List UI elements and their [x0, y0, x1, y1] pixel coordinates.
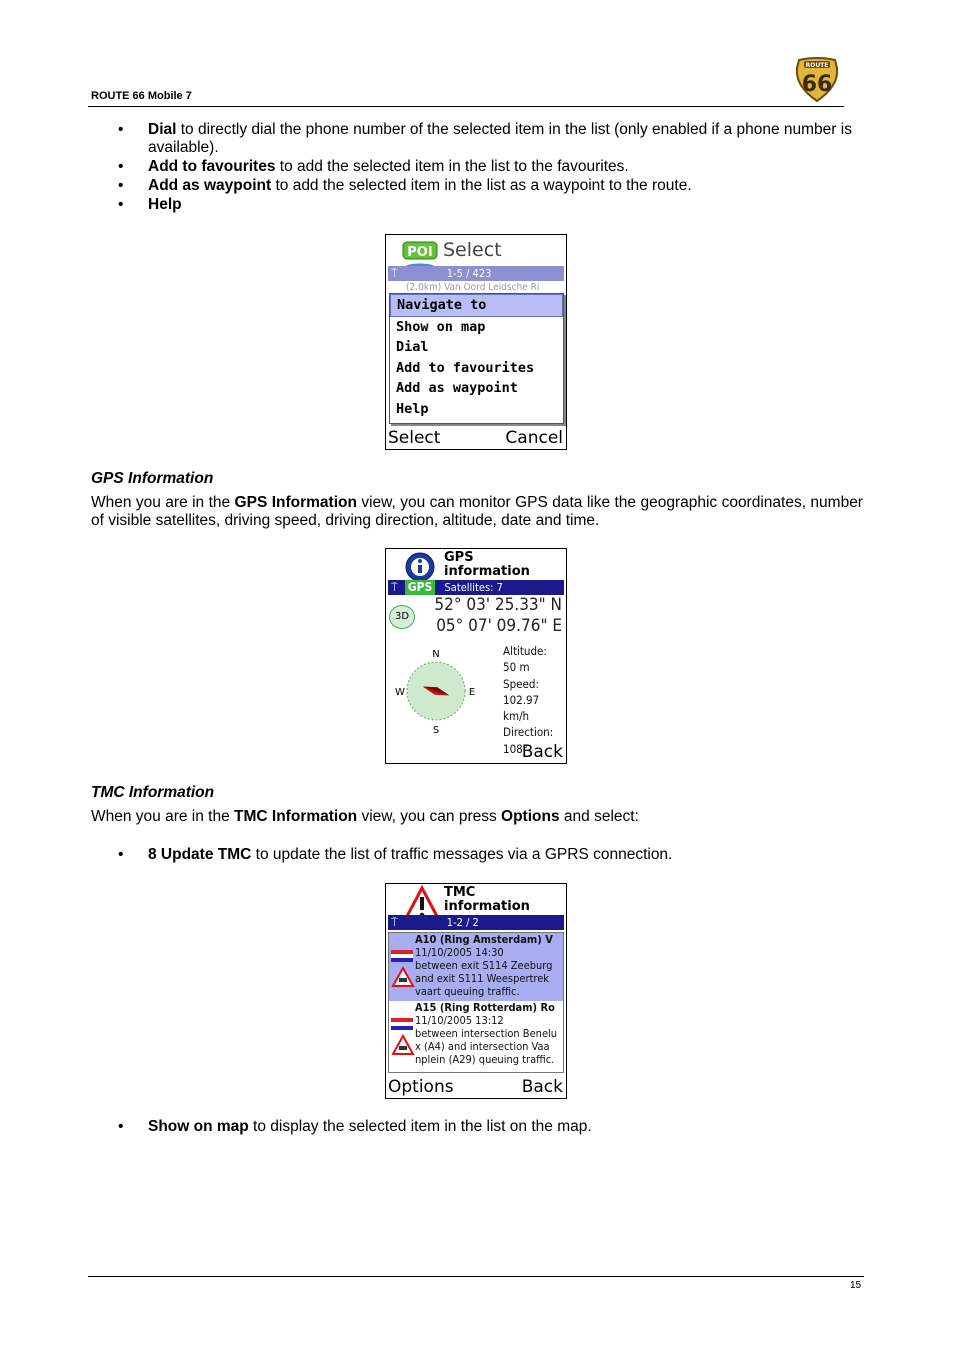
svg-text:E: E: [468, 687, 476, 698]
status-bar: [388, 580, 564, 595]
screen-title: Select: [443, 239, 502, 261]
screen-title-line1: GPS: [444, 550, 474, 565]
message-line: between exit S114 Zeeburg: [415, 959, 553, 972]
list-item: • Help: [91, 196, 863, 214]
speed-label: Speed:: [503, 676, 539, 691]
options-softkey[interactable]: Options: [388, 1077, 454, 1097]
altitude-value: 50 m: [503, 660, 530, 675]
status-bar: [388, 266, 564, 281]
result-counter: 1-5 / 423: [446, 267, 492, 280]
menu-item-navigate-to[interactable]: Navigate to: [390, 294, 563, 317]
menu-item-add-as-waypoint[interactable]: Add as waypoint: [396, 380, 518, 397]
screen-title-line2: information: [444, 564, 530, 579]
message-line: vaart queuing traffic.: [415, 985, 520, 998]
tmc-options-list: [91, 846, 863, 865]
message-line: and exit S111 Weespertrek: [415, 972, 550, 985]
gps-badge: GPS: [405, 580, 436, 595]
dutch-flag-icon: [391, 1018, 413, 1030]
road-name: A10 (Ring Amsterdam) V: [415, 933, 553, 946]
tmc-section-paragraph: When you are in the TMC Information view, you can press Options and select:: [91, 808, 639, 825]
traffic-jam-icon: [392, 967, 414, 987]
svg-text:S: S: [432, 725, 440, 736]
gps-section-paragraph: When you are in the GPS Information view, you can monitor GPS data like the geographic coordinates, number of visible satellites, driving speed, driving direction, altitude, date and time.: [91, 494, 863, 529]
direction-value: 108°: [503, 741, 528, 756]
svg-text:POI: POI: [407, 245, 433, 260]
direction-label: Direction:: [503, 725, 554, 740]
options-list: [91, 121, 863, 215]
fix-3d-badge: 3D: [389, 605, 415, 629]
poi-select-screenshot: [385, 234, 567, 450]
tmc-item-selected[interactable]: [389, 933, 563, 1001]
list-item: • Add to favourites to add the selected item in the list to the favourites.: [91, 158, 863, 176]
signal-icon: ⍑: [391, 916, 398, 929]
list-item: • Dial to directly dial the phone number of the selected item in the list (only enabled if a phone number is available).: [91, 121, 863, 157]
tmc-section-heading: TMC Information: [91, 784, 215, 801]
menu-item-add-to-favourites[interactable]: Add to favourites: [396, 359, 535, 376]
gps-stats: [503, 643, 566, 757]
menu-item-help[interactable]: Help: [396, 400, 429, 417]
tmc-information-screenshot: [385, 883, 567, 1099]
document-header-title: ROUTE 66 Mobile 7: [91, 90, 192, 102]
menu-item-dial[interactable]: Dial: [396, 339, 429, 356]
signal-icon: ⍑: [391, 581, 398, 594]
message-line: x (A4) and intersection Vaa: [415, 1040, 550, 1053]
tmc-item[interactable]: [389, 1001, 563, 1071]
list-item: • 8 Update TMC to update the list of traffic messages via a GPRS connection.: [91, 846, 863, 864]
footer-rule: [88, 1276, 864, 1277]
altitude-label: Altitude:: [503, 644, 547, 658]
screen-title-line1: TMC: [444, 885, 476, 900]
coordinates: [434, 595, 562, 637]
page-number: 15: [850, 1280, 862, 1291]
list-item: • Add as waypoint to add the selected item in the list as a waypoint to the route.: [91, 177, 863, 195]
header-rule: [88, 106, 844, 107]
dutch-flag-icon: [391, 950, 413, 962]
show-on-map-list: [91, 1118, 863, 1137]
route66-logo: [795, 56, 839, 102]
compass: [394, 647, 474, 739]
svg-text:66: 66: [801, 72, 833, 97]
cancel-softkey[interactable]: Cancel: [505, 428, 563, 448]
message-date: 11/10/2005 13:12: [415, 1014, 504, 1027]
result-counter: 1-2 / 2: [446, 916, 479, 929]
tmc-message-list: [388, 932, 564, 1073]
back-softkey[interactable]: Back: [521, 1077, 563, 1097]
info-icon: [403, 552, 437, 582]
speed-value: 102.97 km/h: [503, 692, 540, 724]
screen-title-line2: information: [444, 899, 530, 914]
list-item: • Show on map to display the selected item in the list on the map.: [91, 1118, 863, 1136]
list-row-behind: (2.0km) Van Oord Leidsche Ri: [406, 282, 540, 293]
status-bar: [388, 915, 564, 930]
longitude: 05° 07' 09.76" E: [436, 616, 562, 636]
svg-text:N: N: [432, 649, 440, 660]
message-line: nplein (A29) queuing traffic.: [415, 1053, 555, 1066]
select-softkey[interactable]: Select: [388, 428, 441, 448]
traffic-jam-icon: [392, 1035, 414, 1055]
road-name: A15 (Ring Rotterdam) Ro: [415, 1001, 555, 1014]
menu-item-show-on-map[interactable]: Show on map: [396, 318, 486, 335]
satellites-count: Satellites: 7: [444, 581, 503, 594]
svg-text:ROUTE: ROUTE: [805, 62, 829, 69]
message-line: between intersection Benelu: [415, 1027, 558, 1040]
back-softkey[interactable]: Back: [521, 742, 563, 762]
signal-icon: ⍑: [391, 267, 398, 280]
options-menu: [389, 293, 564, 424]
gps-section-heading: GPS Information: [91, 470, 214, 487]
latitude: 52° 03' 25.33" N: [434, 595, 562, 615]
svg-text:W: W: [395, 687, 405, 698]
message-date: 11/10/2005 14:30: [415, 946, 504, 959]
gps-information-screenshot: [385, 548, 567, 764]
